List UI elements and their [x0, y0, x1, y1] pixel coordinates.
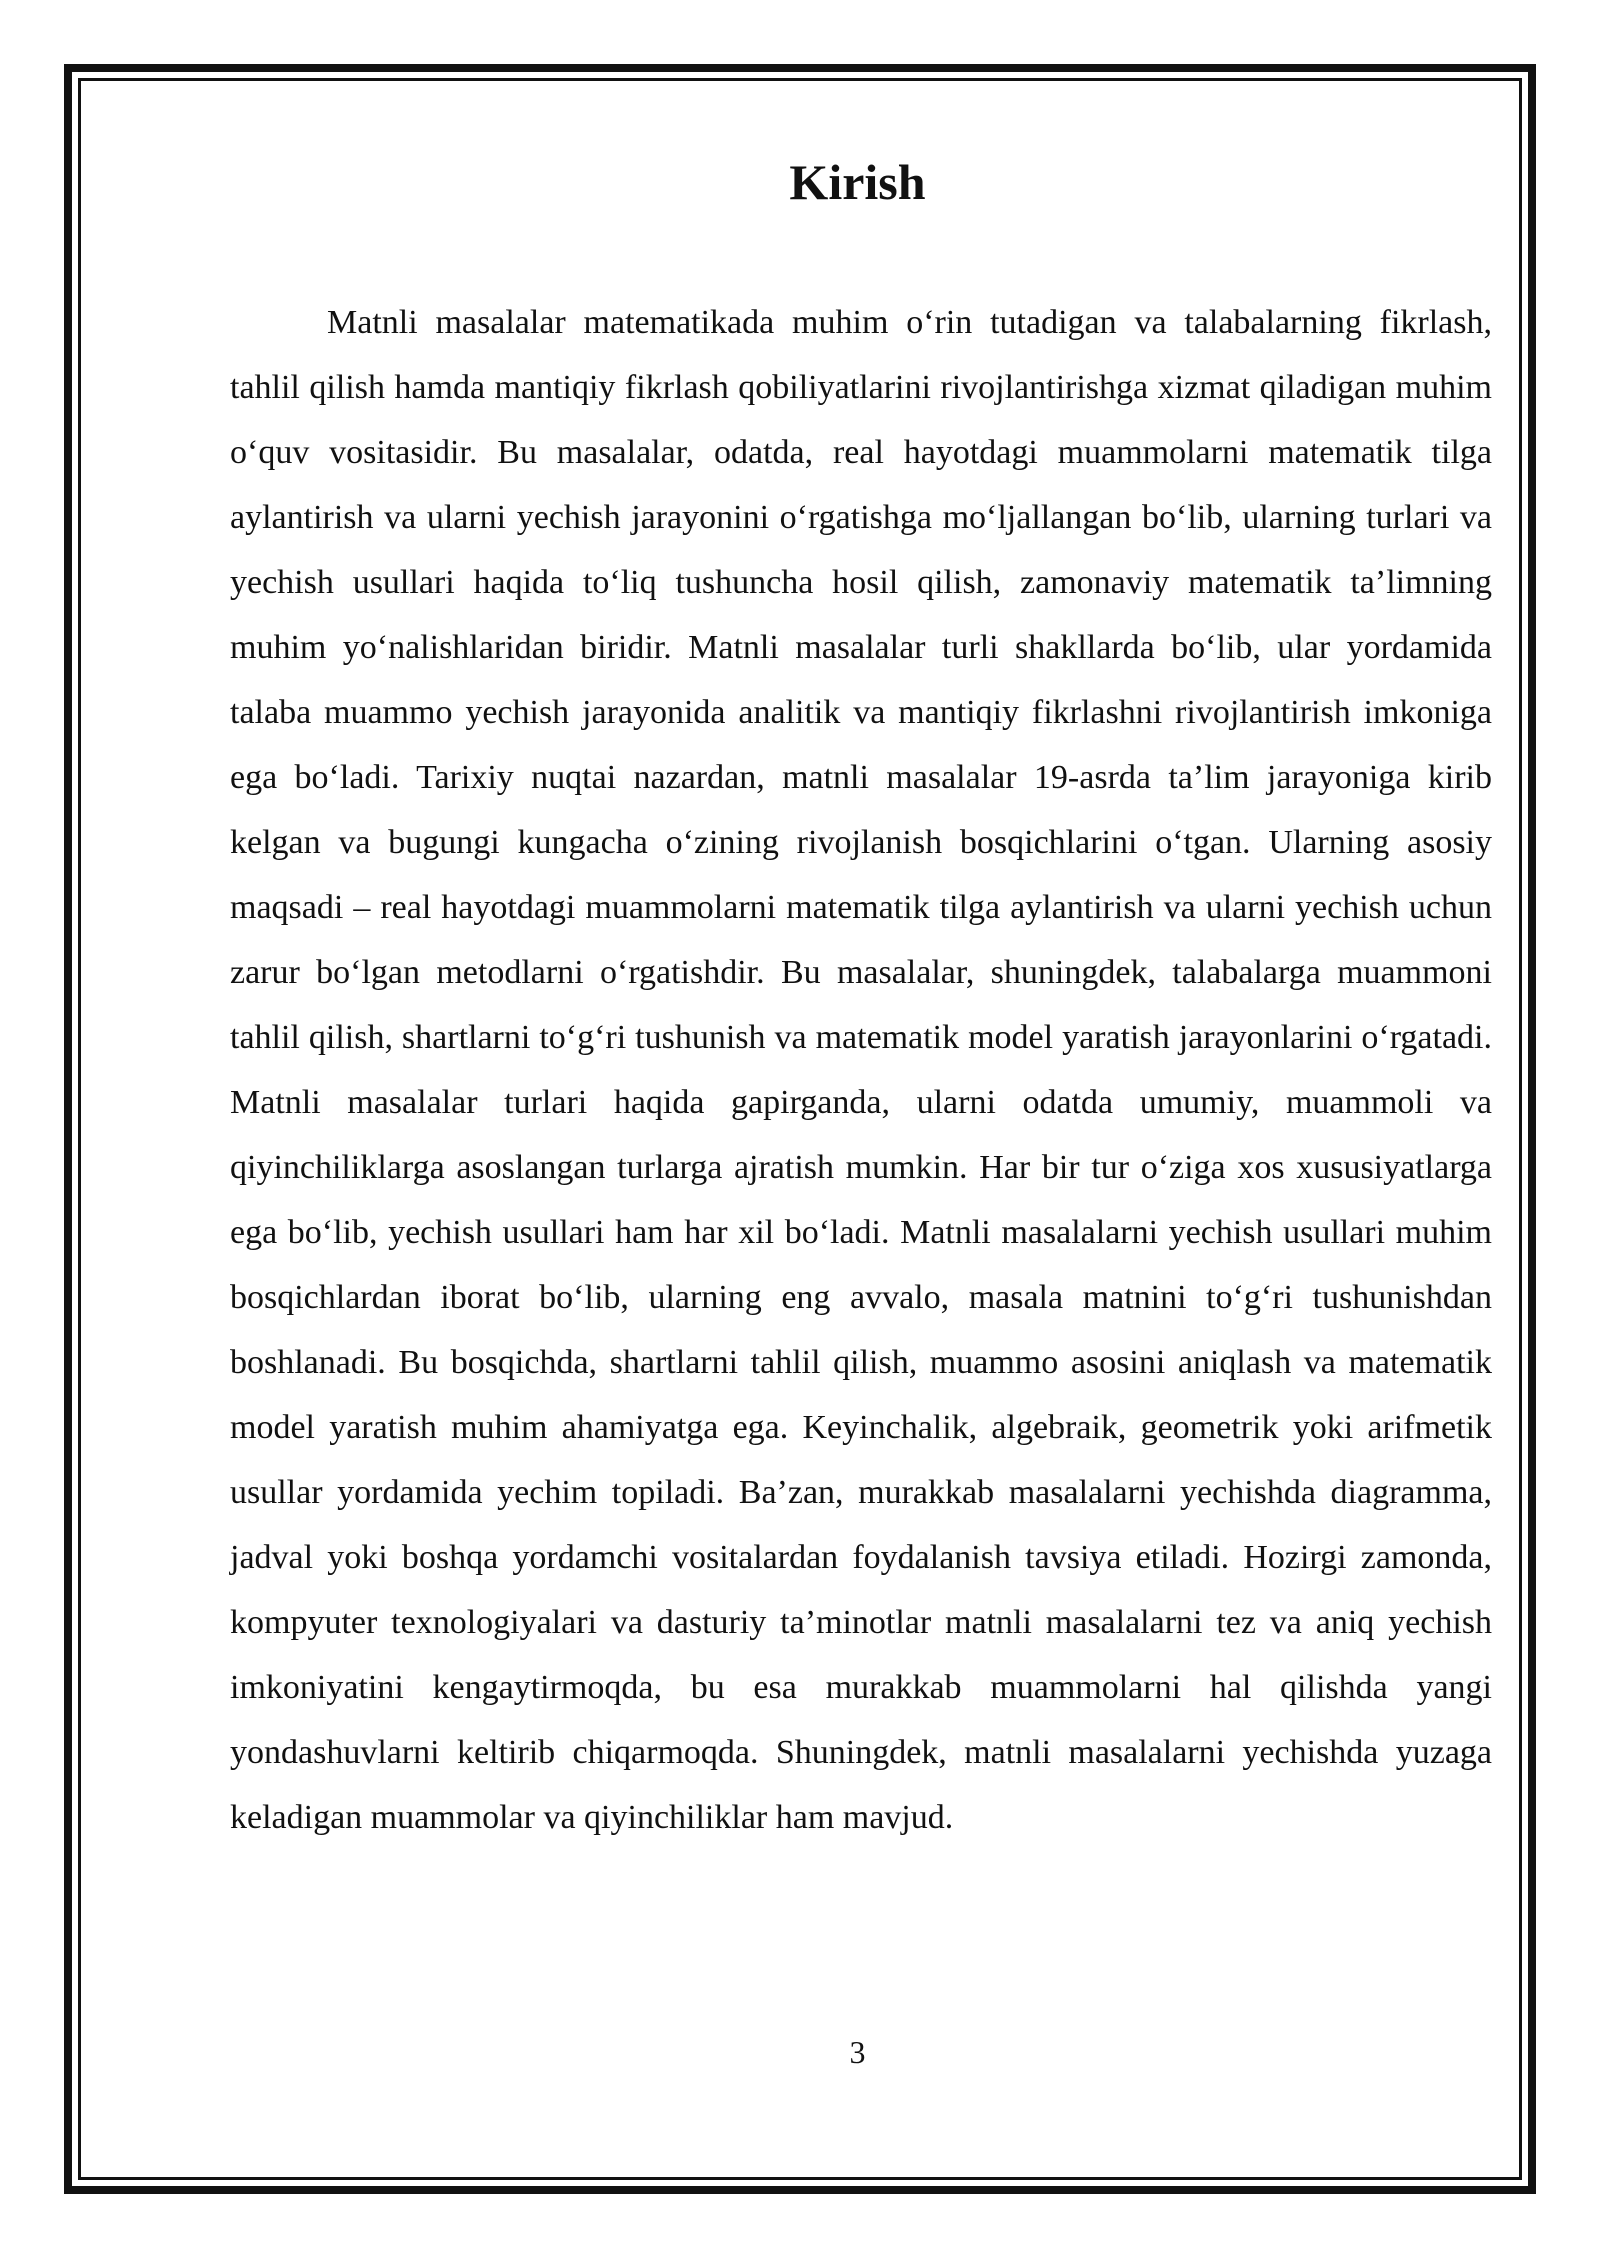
body-paragraph: Matnli masalalar matematikada muhim o‘rin tutadigan va talabalarning fikrlash, tahlil qilish hamda mantiqiy fikrlash qobiliyatlarini rivojlantirishga xizmat qiladigan muhim o‘quv vositasidir. Bu masalalar, odatda, real hayotdagi muammolarni matematik tilga aylantirish va ularni yechish jarayonini o‘rgatishga mo‘ljallangan bo‘lib, ularning turlari va yechish usullari haqida to‘liq tushuncha hosil qilish, zamonaviy matematik ta’limning muhim yo‘nalishlaridan biridir. Matnli masalalar turli shakllarda bo‘lib, ular yordamida talaba muammo yechish jarayonida analitik va mantiqiy fikrlashni rivojlantirish imkoniga ega bo‘ladi. Tarixiy nuqtai nazardan, matnli masalalar 19-asrda ta’lim jarayoniga kirib kelgan va bugungi kungacha o‘zining rivojlanish bosqichlarini o‘tgan. Ularning asosiy maqsadi – real hayotdagi muammolarni matematik tilga aylantirish va ularni yechish uchun zarur bo‘lgan metodlarni o‘rgatishdir. Bu masalalar, shuningdek, talabalarga muammoni tahlil qilish, shartlarni to‘g‘ri tushunish va matematik model yaratish jarayonlarini o‘rgatadi. Matnli masalalar turlari haqida gapirganda, ularni odatda umumiy, muammoli va qiyinchiliklarga asoslangan turlarga ajratish mumkin. Har bir tur o‘ziga xos xususiyatlarga ega bo‘lib, yechish usullari ham har xil bo‘ladi. Matnli masalalarni yechish usullari muhim bosqichlardan iborat bo‘lib, ularning eng avvalo, masala matnini to‘g‘ri tushunishdan boshlanadi. Bu bosqichda, shartlarni tahlil qilish, muammo asosini aniqlash va matematik model yaratish muhim ahamiyatga ega. Keyinchalik, algebraik, geometrik yoki arifmetik usullar yordamida yechim topiladi. Ba’zan, murakkab masalalarni yechishda diagramma, jadval yoki boshqa yordamchi vositalardan foydalanish tavsiya etiladi. Hozirgi zamonda, kompyuter texnologiyalari va dasturiy ta’minotlar matnli masalalarni tez va aniq yechish imkoniyatini kengaytirmoqda, bu esa murakkab muammolarni hal qilishda yangi yondashuvlarni keltirib chiqarmoqda. Shuningdek, matnli masalalarni yechishda yuzaga keladigan muammolar va qiyinchiliklar ham mavjud. [230, 304, 1492, 1836]
page-title: Kirish [789, 154, 926, 210]
page-number: 3 [849, 2034, 866, 2070]
